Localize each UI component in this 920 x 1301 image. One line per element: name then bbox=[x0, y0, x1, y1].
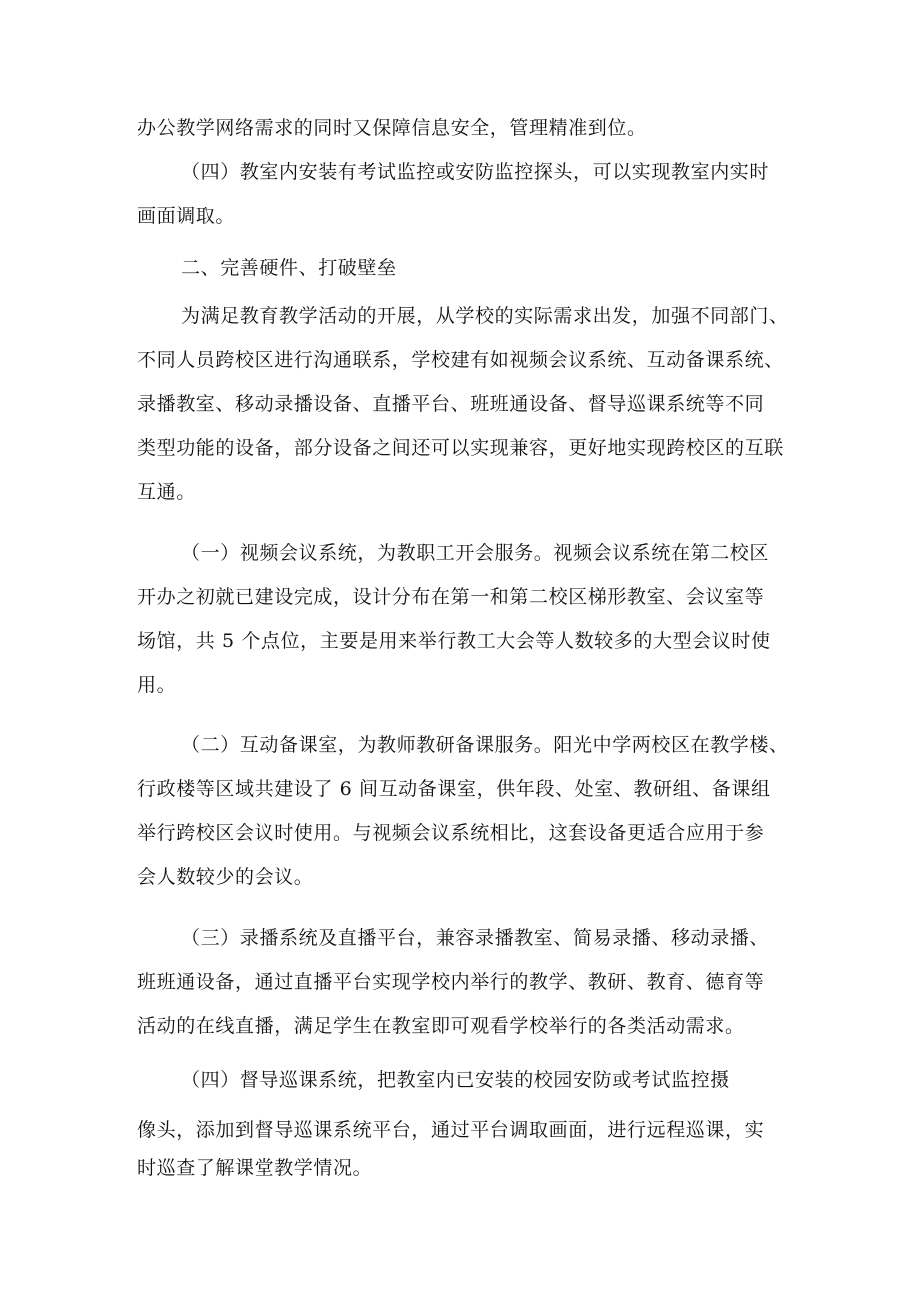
paragraph-line: 时巡查了解课堂教学情况。 bbox=[137, 1157, 373, 1179]
paragraph-line: 会人数较少的会议。 bbox=[137, 866, 314, 888]
section-heading: 二、完善硬件、打破壁垒 bbox=[181, 257, 397, 279]
paragraph-line: 举行跨校区会议时使用。与视频会议系统相比，这套设备更适合应用于参 bbox=[137, 822, 765, 844]
paragraph-line: 像头，添加到督导巡课系统平台，通过平台调取画面，进行远程巡课，实 bbox=[137, 1119, 765, 1141]
paragraph-line: 画面调取。 bbox=[137, 205, 236, 227]
paragraph-line: 开办之初就已建设完成，设计分布在第一和第二校区梯形教室、会议室等 bbox=[137, 586, 765, 608]
paragraph-line: 互通。 bbox=[137, 481, 196, 503]
paragraph-line: （二）互动备课室，为教师教研备课服务。阳光中学两校区在教学楼、 bbox=[181, 734, 789, 756]
paragraph-line: （三）录播系统及直播平台，兼容录播教室、简易录播、移动录播、 bbox=[181, 927, 770, 949]
paragraph-line: 活动的在线直播，满足学生在教室即可观看学校举行的各类活动需求。 bbox=[137, 1015, 745, 1037]
paragraph-line: 班班通设备，通过直播平台实现学校内举行的教学、教研、教育、德育等 bbox=[137, 971, 765, 993]
paragraph-line: 用。 bbox=[137, 674, 177, 696]
paragraph-line: 为满足教育教学活动的开展，从学校的实际需求出发，加强不同部门、 bbox=[181, 305, 789, 327]
paragraph-line: （四）教室内安装有考试监控或安防监控探头，可以实现教室内实时 bbox=[181, 161, 770, 183]
paragraph-line: 办公教学网络需求的同时又保障信息安全，管理精准到位。 bbox=[137, 117, 647, 139]
paragraph-line: 场馆，共 5 个点位，主要是用来举行教工大会等人数较多的大型会议时使 bbox=[137, 630, 771, 652]
paragraph-line: 行政楼等区域共建设了 6 间互动备课室，供年段、处室、教研组、备课组 bbox=[137, 778, 771, 800]
paragraph-line: 不同人员跨校区进行沟通联系，学校建有如视频会议系统、互动备课系统、 bbox=[137, 349, 784, 371]
paragraph-line: 录播教室、移动录播设备、直播平台、班班通设备、督导巡课系统等不同 bbox=[137, 393, 765, 415]
paragraph-line: （四）督导巡课系统，把教室内已安装的校园安防或考试监控摄 bbox=[181, 1069, 730, 1091]
paragraph-line: （一）视频会议系统，为教职工开会服务。视频会议系统在第二校区 bbox=[181, 542, 770, 564]
paragraph-line: 类型功能的设备，部分设备之间还可以实现兼容，更好地实现跨校区的互联 bbox=[137, 437, 784, 459]
